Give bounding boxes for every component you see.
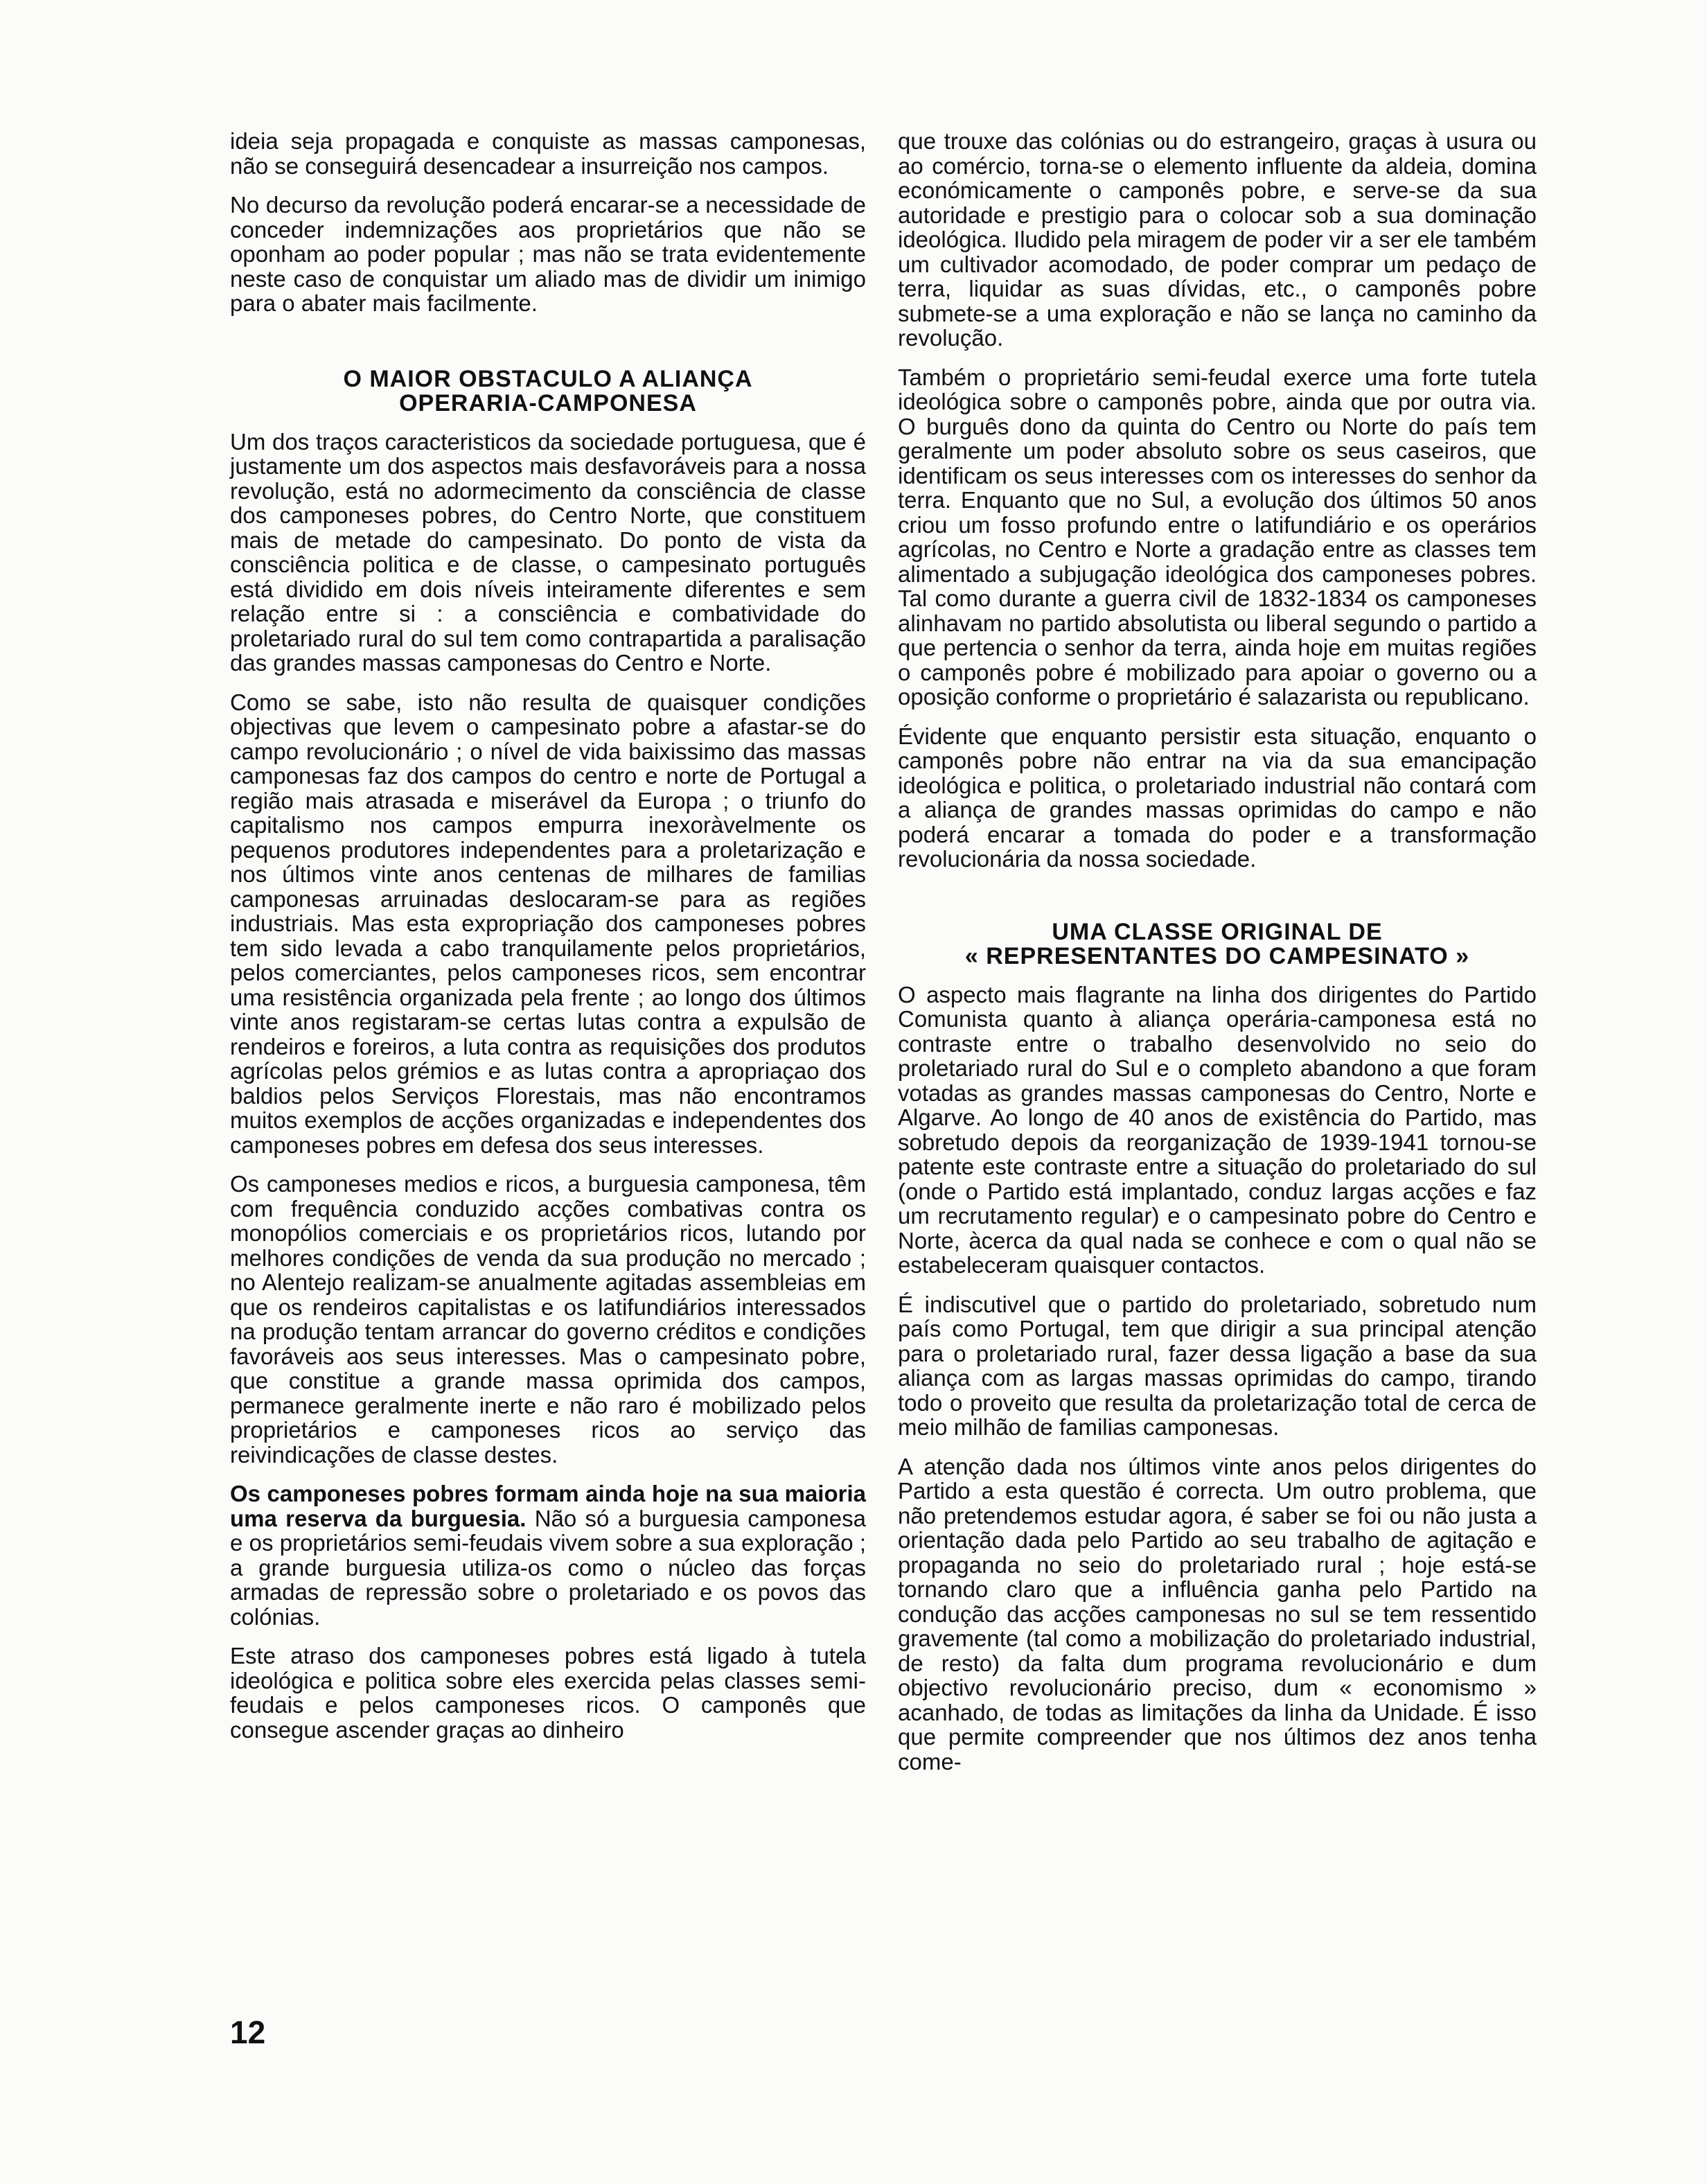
paragraph: Évidente que enquanto persistir esta situação, enquanto o camponês pobre não entrar na via da sua emancipação ideológica e politica, o proletariado industrial não contará com a aliança de grandes massas oprimidas do campo e não poderá encarar a tomada do poder e a transformação revolucionária da nossa sociedade. bbox=[898, 723, 1537, 872]
section-heading-line: O MAIOR OBSTACULO A ALIANÇA bbox=[343, 365, 753, 392]
paragraph: que trouxe das colónias ou do estrangeiro, graças à usura ou ao comércio, torna-se o elemento influente da aldeia, domina económicamente o camponês pobre, e serve-se da sua autoridade e prestigio para o colocar sob a sua dominação ideológica. Iludido pela miragem de poder vir a ser ele também um cultivador acomodado, de poder comprar um pedaço de terra, liquidar as suas dívidas, etc., o camponês pobre submete-se a uma exploração e não se lança no caminho da revolução. bbox=[898, 128, 1537, 351]
page-number: 12 bbox=[230, 2014, 266, 2050]
paragraph bbox=[230, 1481, 866, 1629]
section-heading-line: « REPRESENTANTES DO CAMPESINATO » bbox=[964, 942, 1470, 969]
paragraph: É indiscutivel que o partido do proletariado, sobretudo num país como Portugal, tem que dirigir a sua principal atenção para o proletariado rural, fazer dessa ligação a base da sua aliança com as largas massas oprimidas do campo, tirando todo o proveito que resulta da proletarização total de cerca de meio milhão de familias camponesas. bbox=[898, 1291, 1537, 1440]
paragraph-text: Não só a burguesia camponesa e os proprietários semi-feudais vivem sobre a sua exploração ; a grande burguesia utiliza-os como o núcleo das forças armadas de repressão sobre o proletariado e os povos das colónias. bbox=[230, 1505, 866, 1630]
emphasized-sentence: Os camponeses pobres formam ainda hoje na sua maioria uma reserva da burguesia. bbox=[230, 1481, 866, 1531]
paragraph: No decurso da revolução poderá encarar-se a necessidade de conceder indemnizações aos proprietários que não se oponham ao poder popular ; mas não se trata evidentemente neste caso de conquistar um aliado mas de dividir um inimigo para o abater mais facilmente. bbox=[230, 192, 866, 316]
paragraph: Também o proprietário semi-feudal exerce uma forte tutela ideológica sobre o camponês pobre, ainda que por outra via. O burguês dono da quinta do Centro ou Norte do país tem geralmente um poder absoluto sobre os seus caseiros, que identificam os seus interesses com os interesses do senhor da terra. Enquanto que no Sul, a evolução dos últimos 50 anos criou um fosso profundo entre o latifundiário e os operários agrícolas, no Centro e Norte a gradação entre as classes tem alimentado a subjugação ideológica dos camponeses pobres. Tal como durante a guerra civil de 1832-1834 os camponeses alinhavam no partido absolutista ou liberal segundo o partido a que pertencia o senhor da terra, ainda hoje em muitas regiões o camponês pobre é mobilizado para apoiar o governo ou a oposição conforme o proprietário é salazarista ou republicano. bbox=[898, 364, 1537, 710]
section-heading-line: OPERARIA-CAMPONESA bbox=[399, 389, 697, 416]
paragraph: ideia seja propagada e conquiste as massas camponesas, não se conseguirá desencadear a insurreição nos campos. bbox=[230, 128, 866, 179]
section-heading-line: UMA CLASSE ORIGINAL DE bbox=[1052, 918, 1383, 945]
paragraph: O aspecto mais flagrante na linha dos dirigentes do Partido Comunista quanto à aliança operária-camponesa está no contraste entre o trabalho desenvolvido no seio do proletariado rural do Sul e o completo abandono a que foram votadas as grandes massas camponesas do Centro, Norte e Algarve. Ao longo de 40 anos de existência do Partido, mas sobretudo depois da reorganização de 1939-1941 tornou-se patente este contraste entre a situação do proletariado do sul (onde o Partido está implantado, conduz largas acções e faz um recrutamento regular) e o campesinato pobre do Centro e Norte, àcerca da qual nada se conhece e com o qual não se estabeleceram quaisquer contactos. bbox=[898, 981, 1537, 1278]
paragraph: Os camponeses medios e ricos, a burguesia camponesa, têm com frequência conduzido acções combativas contra os monopólios comerciais e os proprietários ricos, lutando por melhores condições de venda da sua produção no mercado ; no Alentejo realizam-se anualmente agitadas assembleias em que os rendeiros capitalistas e os latifundiários interessados na produção tentam arrancar do governo créditos e condições favoráveis aos seus interesses. Mas o campesinato pobre, que constitue a grande massa oprimida dos campos, permanece geralmente inerte e não raro é mobilizado pelos proprietários e camponeses ricos ao serviço das reivindicações de classe destes. bbox=[230, 1171, 866, 1468]
section-heading bbox=[898, 920, 1537, 969]
paragraph: Um dos traços caracteristicos da sociedade portuguesa, que é justamente um dos aspectos mais desfavoráveis para a nossa revolução, está no adormecimento da consciência de classe dos camponeses pobres, do Centro Norte, que constituem mais de metade do campesinato. Do ponto de vista da consciência politica e de classe, o campesinato português está dividido em dois níveis inteiramente diferentes e sem relação entre si : a consciência e combatividade do proletariado rural do sul tem como contrapartida a paralisação das grandes massas camponesas do Centro e Norte. bbox=[230, 428, 866, 676]
paragraph: Este atraso dos camponeses pobres está ligado à tutela ideológica e politica sobre eles exercida pelas classes semi-feudais e pelos camponeses ricos. O camponês que consegue ascender graças ao dinheiro bbox=[230, 1643, 866, 1743]
left-column bbox=[230, 129, 866, 1756]
section-heading bbox=[230, 367, 866, 416]
right-column bbox=[898, 129, 1537, 1788]
paragraph: Como se sabe, isto não resulta de quaisquer condições objectivas que levem o campesinato pobre a afastar-se do campo revolucionário ; o nível de vida baixissimo das massas camponesas faz dos campos do centro e norte de Portugal a região mais atrasada e miserável da Europa ; o triunfo do capitalismo nos campos empurra inexoràvelmente os pequenos produtores independentes para a proletarização e nos últimos vinte anos centenas de milhares de familias camponesas arruinadas deslocaram-se para as regiões industriais. Mas esta expropriação dos camponeses pobres tem sido levada a cabo tranquilamente pelos proprietários, pelos comerciantes, pelos camponeses ricos, sem encontrar uma resistência organizada pela frente ; ao longo dos últimos vinte anos registaram-se certas lutas contra a expulsão de rendeiros e foreiros, a luta contra as requisições dos produtos agrícolas pelos grémios e as lutas contra a apropriaçao dos baldios pelos Serviços Florestais, mas não encontramos muitos exemplos de acções organizadas e independentes dos camponeses pobres em defesa dos seus interesses. bbox=[230, 689, 866, 1158]
paragraph: A atenção dada nos últimos vinte anos pelos dirigentes do Partido a esta questão é correcta. Um outro problema, que não pretendemos estudar agora, é saber se foi ou não justa a orientação dada pelo Partido ao seu trabalho de agitação e propaganda no seio do proletariado rural ; hoje está-se tornando claro que a influência ganha pelo Partido na condução das acções camponesas no sul se tem ressentido gravemente (tal como a mobilização do proletariado industrial, de resto) da falta dum programa revolucionário e dum objectivo revolucionário preciso, dum « economismo » acanhado, de todas as limitações da linha da Unidade. É isso que permite compreender que nos últimos dez anos tenha come- bbox=[898, 1453, 1537, 1774]
